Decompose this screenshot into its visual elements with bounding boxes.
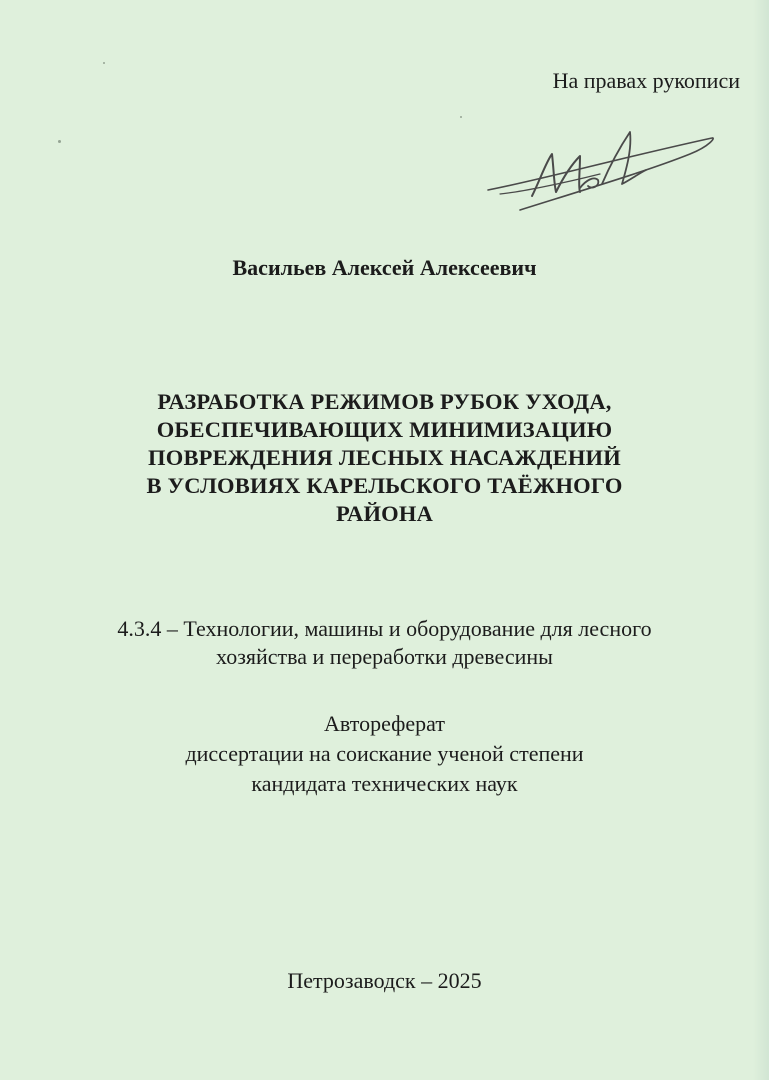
abstract-description [40, 709, 729, 799]
title-line: РАЗРАБОТКА РЕЖИМОВ РУБОК УХОДА, [157, 389, 612, 414]
paper-speck [58, 140, 61, 143]
title-line: ПОВРЕЖДЕНИЯ ЛЕСНЫХ НАСАЖДЕНИЙ [148, 445, 621, 470]
page-edge-shadow [753, 0, 769, 1080]
title-line: ОБЕСПЕЧИВАЮЩИХ МИНИМИЗАЦИЮ [156, 417, 613, 442]
paper-speck [460, 116, 462, 118]
title-line: В УСЛОВИЯХ КАРЕЛЬСКОГО ТАЁЖНОГО [146, 473, 623, 498]
abstract-line: Автореферат [324, 711, 445, 736]
title-line: РАЙОНА [335, 501, 434, 526]
author-signature [480, 110, 720, 220]
dissertation-title [60, 388, 709, 528]
specialty-line: 4.3.4 – Технологии, машины и оборудование для лесного [117, 616, 652, 641]
place-and-year: Петрозаводск – 2025 [287, 968, 482, 993]
rights-note-text: На правах рукописи [552, 68, 740, 93]
specialty-line: хозяйства и переработки древесины [216, 644, 553, 669]
abstract-line: диссертации на соискание ученой степени [185, 741, 584, 766]
specialty-code [40, 615, 729, 671]
author-name: Васильев Алексей Алексеевич [232, 255, 537, 280]
abstract-line: кандидата технических наук [251, 771, 518, 796]
signature-lettering: Мюл [480, 110, 483, 111]
paper-speck [103, 62, 105, 64]
